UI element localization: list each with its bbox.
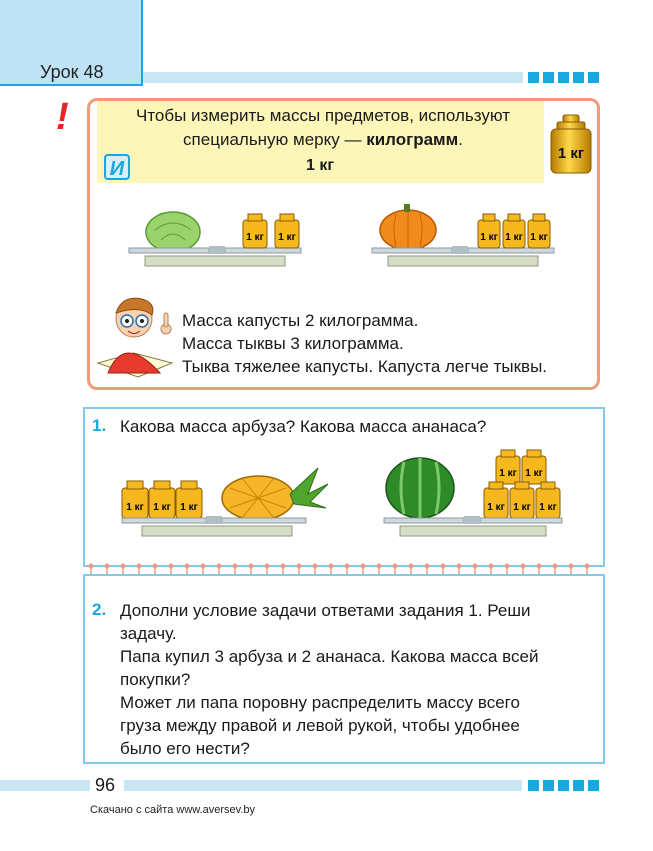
task-2-text [120,599,602,760]
rule-line-2-text: специальную мерку — [183,130,367,149]
statement-line: Масса тыквы 3 килограмма. [182,334,404,353]
task-2-line: груза между правой и левой рукой, чтобы удобнее [120,716,520,735]
footer-square [558,780,569,791]
lesson-title: Урок 48 [40,62,104,82]
task-2-line: было его нести? [120,739,250,758]
footer-square [588,780,599,791]
task-2-line: Может ли папа поровну распределить массу всего [120,693,520,712]
task-2-line: Дополни условие задачи ответами задания 1. Реши [120,601,531,620]
rule-line-2-end: . [458,130,463,149]
header-square [558,72,569,83]
kilogram-weight-icon [549,113,593,177]
rule-line-1: Чтобы измерить массы предметов, используют [136,106,510,125]
task-2-line: Папа купил 3 арбуза и 2 ананаса. Какова масса всей [120,647,539,666]
header-square [543,72,554,83]
header-square [588,72,599,83]
footer-stripe [124,780,522,791]
weight-label: 1 кг [180,502,198,513]
weight-label: 1 кг [539,502,557,513]
scale-watermelon [380,448,566,540]
weight-stack [243,214,299,248]
task-number: 2. [92,600,107,619]
weight-label: 1 кг [246,232,264,243]
rule-text [104,104,542,152]
source-note: Скачано с сайта www.aversev.by [90,804,256,816]
weight-label: 1 кг [513,502,531,513]
rule-term: килограмм [366,130,459,149]
footer-square [543,780,554,791]
page-number: 96 [95,775,116,795]
header-square [573,72,584,83]
scale-cabbage [125,200,305,270]
scale-pineapple [118,448,330,540]
info-badge-icon: И [104,154,130,180]
boy-with-book-illustration [94,293,176,379]
cabbage-icon [146,212,200,252]
statement-line: Масса капусты 2 килограмма. [182,311,419,330]
header-square [528,72,539,83]
weight-label: 1 кг [126,502,144,513]
task-2-line: покупки? [120,670,191,689]
weight-label: 1 кг [278,232,296,243]
weight-label: 1 кг [525,468,543,479]
weight-label: 1 кг [557,145,585,162]
footer-square [573,780,584,791]
weight-label: 1 кг [153,502,171,513]
scale-pumpkin [368,200,558,270]
weight-stack [478,214,550,248]
exclamation-icon: ! [56,96,69,138]
task-2-line: задачу. [120,624,177,643]
weight-label: 1 кг [480,232,498,243]
task-1-text: Какова масса арбуза? Какова масса ананаса? [120,417,487,436]
rule-line-2 [104,128,542,152]
statement-line: Тыква тяжелее капусты. Капуста легче тыквы. [182,357,548,376]
weight-label: 1 кг [530,232,548,243]
unit-label: 1 кг [305,157,334,174]
footer-stripe [0,780,90,791]
weight-label: 1 кг [487,502,505,513]
header-stripe [143,72,523,83]
weight-label: 1 кг [505,232,523,243]
task-number: 1. [92,416,107,435]
weight-stack [122,481,202,518]
footer-square [528,780,539,791]
weight-stack [484,450,560,518]
weight-label: 1 кг [499,468,517,479]
